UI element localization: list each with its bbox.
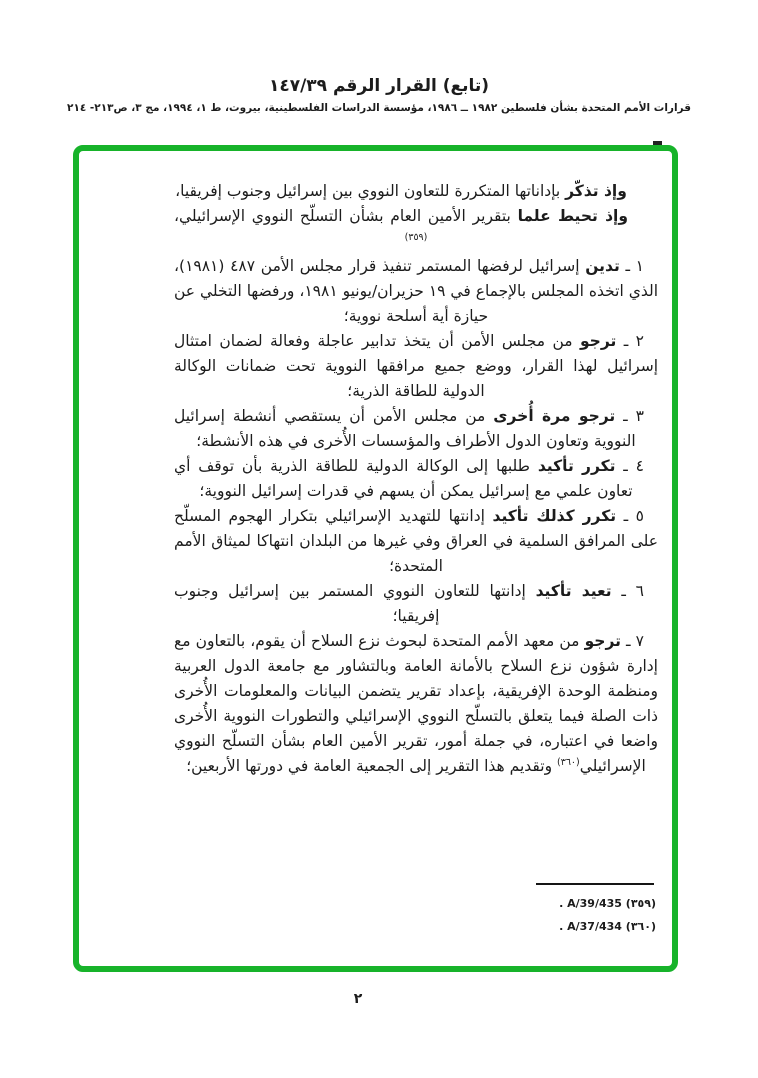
page-title: (تابع) القرار الرقم ١٤٧/٣٩ <box>268 76 490 96</box>
resolution-paragraph: وإذ تذكّر بإداناتها المتكررة للتعاون النووي بين إسرائيل وجنوب إفريقيا، <box>175 182 627 200</box>
resolution-paragraph: ١ ـ تدين إسرائيل لرفضها المستمر تنفيذ قرار مجلس الأمن ٤٨٧ (١٩٨١)، الذي اتخذه المجلس بالإجماع في ١٩ حزيران/يونيو ١٩٨١، ورفضها التخلي عن حيازة أية أسلحة نووية؛ <box>174 257 658 325</box>
resolution-paragraph: ٤ ـ تكرر تأكيد طلبها إلى الوكالة الدولية للطاقة الذرية بأن توقف أي تعاون علمي مع إسرائيل يمكن أن يسهم في قدرات إسرائيل النووية؛ <box>174 457 644 500</box>
scan-artifact-mark <box>653 141 662 145</box>
footnote-line: (٣٥٩) A/39/435 . <box>559 897 656 910</box>
resolution-paragraph: وإذ تحيط علما بتقرير الأمين العام بشأن التسلّح النووي الإسرائيلي،$^{(٣٥٩)}$ <box>174 207 628 243</box>
highlight-box <box>73 145 678 972</box>
resolution-paragraph: ٧ ـ ترجو من معهد الأمم المتحدة لبحوث نزع السلاح أن يقوم، بالتعاون مع إدارة شؤون نزع السلاح بالأمانة العامة وبالتشاور مع جامعة الدول العربية ومنظمة الوحدة الإفريقية، بإعداد تقرير يتضمن البيانات والمعلومات الأُخرى ذات الصلة فيما يتعلق بالتسلّح النووي الإسرائيلي والتطورات النووية الأُخرى واضعا في اعتباره، في جملة أمور، تقرير الأمين العام بشأن التسلّح النووي الإسرائيلي$^{(٣٦٠)}$ وتقديم هذا التقرير إلى الجمعية العامة في دورتها الأربعين؛ <box>174 632 658 775</box>
page-subtitle: قرارات الأمم المتحدة بشأن فلسطين ١٩٨٢ ــ ١٩٨٦، مؤسسة الدراسات الفلسطينية، بيروت، ط ١، ١٩٩٤، مج ٣، ص٢١٣- ٢١٤ <box>67 102 691 114</box>
footnote-separator <box>536 883 654 885</box>
document-header <box>0 76 758 114</box>
resolution-paragraph: ٢ ـ ترجو من مجلس الأمن أن يتخذ تدابير عاجلة وفعالة لضمان امتثال إسرائيل لهذا القرار، ووضع جميع مرافقها النووية تحت ضمانات الوكالة الدولية للطاقة الذرية؛ <box>174 332 658 400</box>
footnote-ref: (٣٥٩) <box>404 231 428 243</box>
page-number: ٢ <box>353 991 363 1007</box>
resolution-paragraph: ٦ ـ تعيد تأكيد إدانتها للتعاون النووي المستمر بين إسرائيل وجنوب إفريقيا؛ <box>174 582 644 625</box>
footnote-line: (٣٦٠) A/37/434 . <box>559 920 656 933</box>
resolution-text <box>174 179 658 779</box>
resolution-paragraph: ٥ ـ تكرر كذلك تأكيد إدانتها للتهديد الإسرائيلي بتكرار الهجوم المسلّح على المرافق السلمية في العراق وفي غيرها من البلدان انتهاكا لميثاق الأمم المتحدة؛ <box>174 507 658 575</box>
resolution-paragraph: ٣ ـ ترجو مرة أُخرى من مجلس الأمن أن يستقصي أنشطة إسرائيل النووية وتعاون الدول الأطراف والمؤسسات الأُخرى في هذه الأنشطة؛ <box>174 407 644 450</box>
footnote-ref: (٣٦٠) <box>557 756 580 768</box>
footnotes-block <box>356 883 656 938</box>
